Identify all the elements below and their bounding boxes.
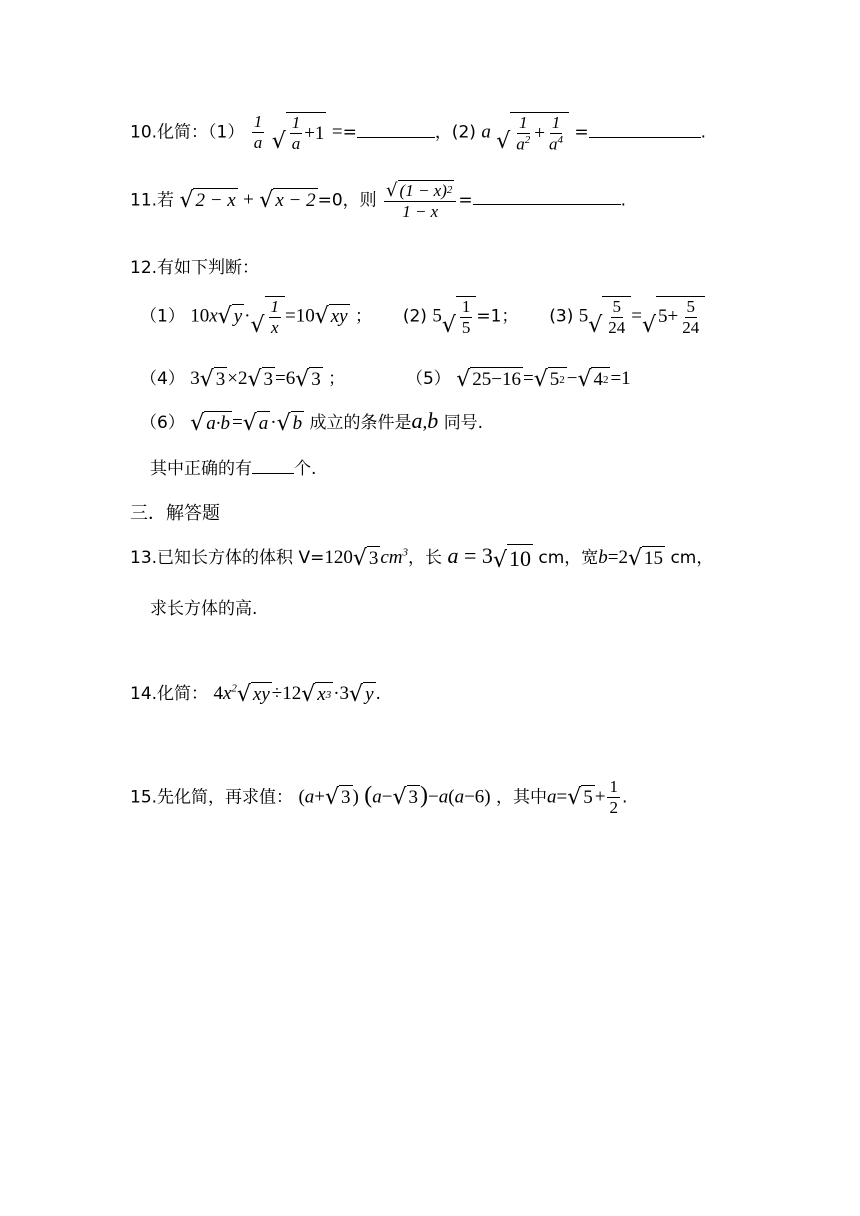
radical-a-squared-a-fourth: √ $\frac{1}{a^2}$ + $\frac{1}{a^4}$ bbox=[496, 112, 569, 153]
radical-3: √ 3 bbox=[247, 367, 274, 392]
question-label: 有如下判断： bbox=[157, 258, 260, 278]
radical-5-plus-5-over-24: √ 5+ $\frac{5}{24}$ bbox=[642, 296, 705, 337]
question-number: 11. bbox=[130, 190, 158, 211]
radical-5: √ 5 bbox=[567, 785, 593, 811]
radical-3: √ 3 bbox=[392, 785, 419, 811]
question-label: 先化简，再求值： bbox=[157, 787, 294, 808]
equals-sign: = bbox=[342, 122, 357, 143]
question-12-summary bbox=[150, 454, 316, 479]
question-number: 12. bbox=[130, 258, 158, 278]
radical-x-minus-2: √ x − 2 bbox=[259, 188, 316, 214]
radical-3: √ 3 bbox=[295, 367, 321, 392]
question-number: 13. bbox=[130, 548, 158, 568]
radical-10: √ 10 bbox=[492, 546, 531, 573]
radical-1-over-a-plus-1: √ $\frac{1}{a}$ +1 bbox=[271, 113, 325, 155]
question-10: 10.化简：（1） $\frac{1}{a}$ √ $\frac{1}{a}$ +1 == ，(2) a √ $\frac{1}{a^2}$ + $\frac{1}{a^4}$ = . bbox=[130, 112, 707, 155]
length-label: ，长 bbox=[408, 548, 443, 568]
answer-blank[interactable] bbox=[252, 459, 294, 474]
period: . bbox=[700, 122, 707, 143]
radical-a-dot-b: √ a·b bbox=[190, 411, 231, 436]
equals-one: =1； bbox=[476, 306, 519, 327]
semicolon: ； bbox=[355, 306, 373, 327]
item-3-label: (3) bbox=[549, 306, 574, 327]
question-11: 11.若 √ 2 − x + √ x − 2 =0，则 √ (1 − x) 2 1 − x = . bbox=[130, 180, 627, 222]
question-label: 若 bbox=[157, 190, 175, 211]
item-5-label: （5） bbox=[405, 369, 451, 389]
summary-end: 个. bbox=[294, 459, 317, 479]
section-3-title: 三．解答题 bbox=[130, 503, 220, 524]
radical-15: √ 15 bbox=[628, 546, 664, 571]
judgement-row-3: （6） √ a·b = √ a · √ b 成立的条件是a,b 同号. bbox=[140, 408, 484, 436]
answer-blank[interactable] bbox=[473, 190, 621, 205]
radical-4-squared: √ 4 2 bbox=[577, 367, 609, 392]
question-15: 15.先化简，再求值： (a+ √ 3 ) (a− √ 3 )−a(a−6) ，其中a= √ 5 + $\frac{1}{2}$ . bbox=[130, 777, 628, 817]
condition-end: 同号. bbox=[443, 413, 484, 433]
answer-blank[interactable] bbox=[357, 123, 435, 138]
question-label: 化简：（1） bbox=[157, 122, 245, 143]
radical-1-over-x: √ $\frac{1}{x}$ bbox=[250, 296, 285, 337]
fraction-sqrt-over-1-minus-x: √ (1 − x) 2 1 − x bbox=[384, 180, 456, 221]
radical-2-minus-x: √ 2 − x bbox=[179, 188, 236, 214]
condition-text: 成立的条件是 bbox=[309, 413, 412, 433]
question-13-line-2: 求长方体的高. bbox=[150, 599, 258, 619]
question-number: 10. bbox=[130, 122, 158, 143]
radical-3: √ 3 bbox=[199, 367, 226, 392]
unit-cm: cm， bbox=[670, 548, 714, 568]
radical-5-over-24: √ $\frac{5}{24}$ bbox=[588, 296, 631, 337]
judgement-row-1: （1） 10x √ y · √ $\frac{1}{x}$ =10 √ xy ； (2) 5 √ $\frac{1}{5}$ =1； (3) 5 √ $\frac{5}{24}$ = √ 5+ $\frac{5}{24}$ bbox=[140, 296, 705, 337]
question-number: 15. bbox=[130, 787, 158, 808]
equals-sign: = bbox=[574, 122, 589, 143]
radical-b: √ b bbox=[276, 411, 303, 436]
item-6-label: （6） bbox=[140, 413, 185, 433]
period: . bbox=[620, 190, 627, 211]
answer-blank[interactable] bbox=[589, 123, 701, 138]
question-13: 13.已知长方体的体积 V=120 √ 3 $cm^3$，长 a = 3 √ 10 cm，宽b=2 √ 15 cm， bbox=[130, 543, 714, 573]
radical-xy: √ xy bbox=[314, 304, 348, 330]
item-1-label: （1） bbox=[140, 306, 185, 327]
radical-1-over-5: √ $\frac{1}{5}$ bbox=[442, 296, 477, 337]
fraction-one-half: $\frac{1}{2}$ bbox=[609, 777, 618, 817]
period: . bbox=[375, 684, 381, 704]
part-2-label: ，(2) bbox=[434, 122, 476, 143]
fraction-1-over-a: $\frac{1}{a}$ bbox=[253, 112, 263, 153]
question-number: 14. bbox=[130, 684, 158, 704]
question-label: 化简： bbox=[157, 684, 209, 704]
semicolon: ； bbox=[328, 369, 346, 389]
radical-y: √ y bbox=[217, 304, 243, 330]
summary-text: 其中正确的有 bbox=[150, 459, 252, 479]
period: . bbox=[621, 787, 628, 808]
question-12 bbox=[130, 253, 259, 278]
zero-then: =0，则 bbox=[317, 190, 377, 211]
radical-3: √ 3 bbox=[352, 546, 379, 571]
radical-x-cubed: √ x 3 bbox=[301, 682, 332, 707]
where-label: ，其中 bbox=[496, 787, 548, 808]
width-label: cm，宽 bbox=[538, 548, 599, 568]
question-14: 14.化简： $4x^2$ √ xy ÷12 √ x 3 ·3 √ y . bbox=[130, 682, 381, 707]
item-2-label: (2) bbox=[402, 306, 427, 327]
radical-25-minus-16: √ 25−16 bbox=[456, 367, 521, 392]
judgement-row-2: （4） 3 √ 3 ×2 √ 3 =6 √ 3 ； （5） √ 25−16 = √ 5 2 − √ 4 2 =1 bbox=[140, 367, 631, 392]
equals-sign: = bbox=[458, 190, 473, 211]
radical-xy: √ xy bbox=[236, 682, 270, 707]
radical-3: √ 3 bbox=[325, 785, 351, 811]
item-4-label: （4） bbox=[140, 369, 185, 389]
radical-y: √ y bbox=[349, 682, 374, 707]
radical-5-squared: √ 5 2 bbox=[533, 367, 565, 392]
question-text: 已知长方体的体积 V= bbox=[157, 548, 325, 568]
radical-a: √ a bbox=[242, 411, 269, 436]
